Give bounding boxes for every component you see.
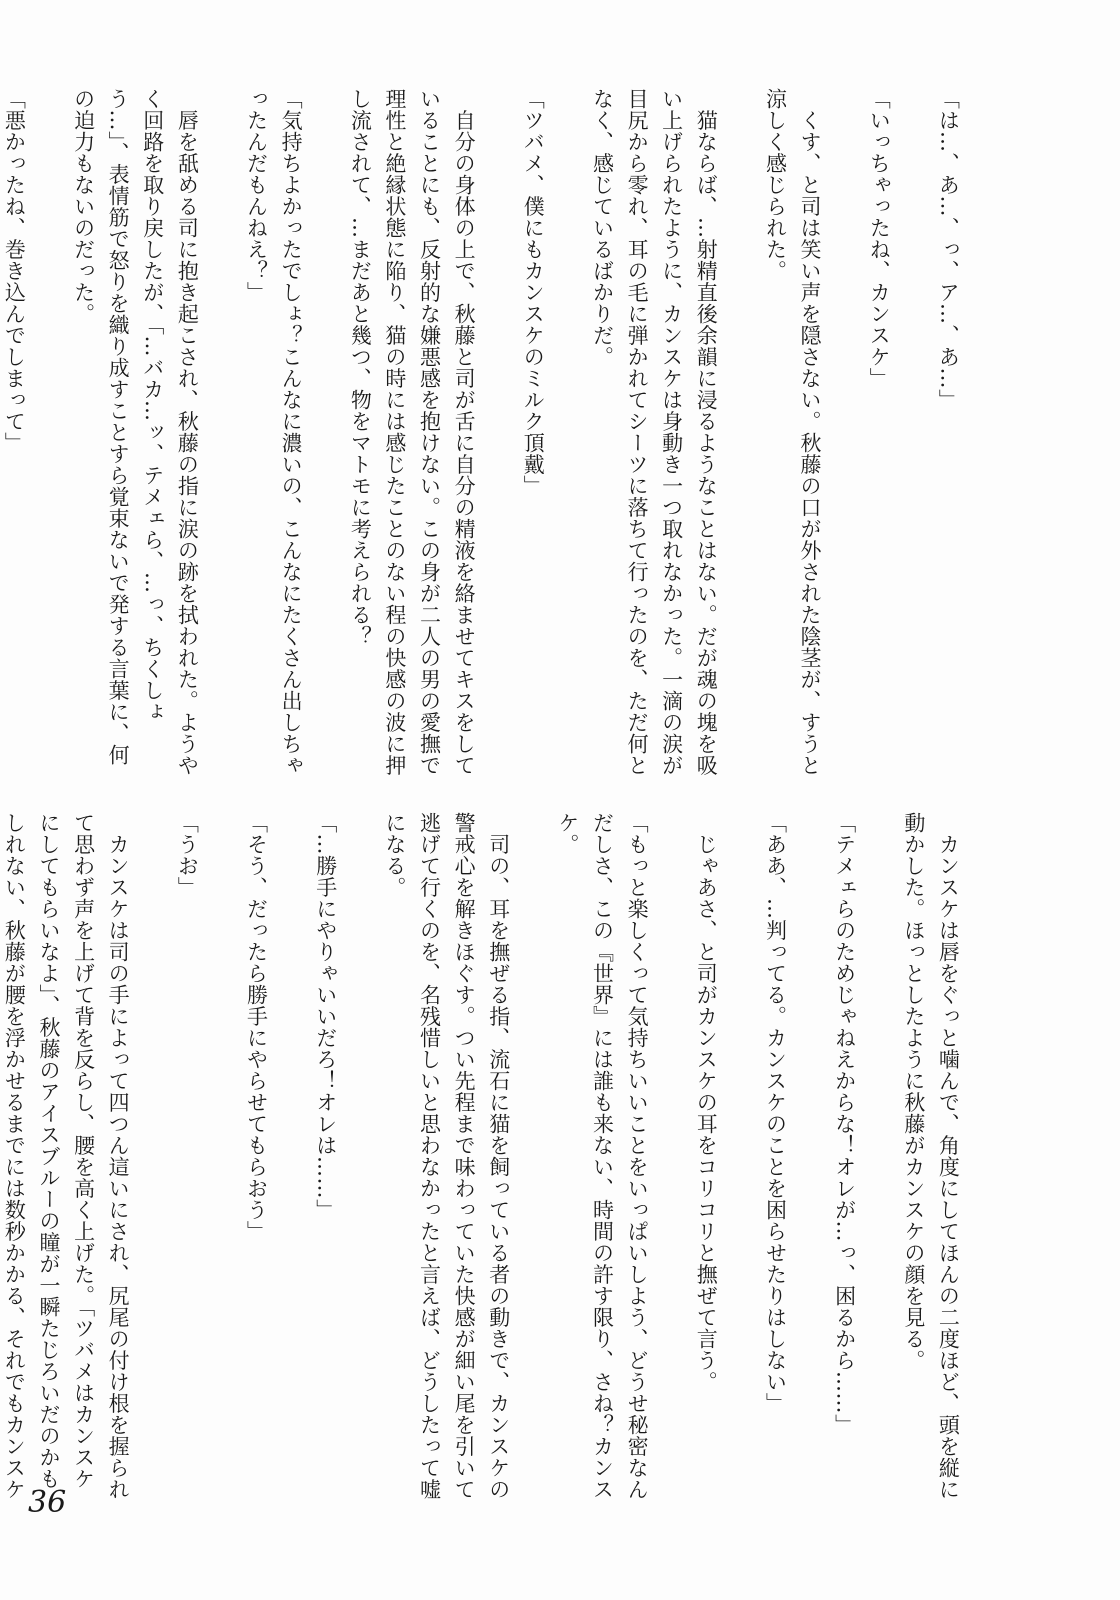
paragraph: 「ああ、…判ってる。カンスケのことを困らせたりはしない」 (763, 812, 788, 1414)
paragraph: カンスケは司の手によって四つん這いにされ、尻尾の付け根を握られて思わず声を上げて背を反らし、腰を高く上げた。「ツバメはカンスケにしてもらいなよ」、秋藤のアイスブルーの瞳が一瞬たじろいだのかもしれない、秋藤が腰を浮かせるまでには数秒かかる、それでもカンスケ (2, 812, 131, 1500)
paragraph: 猫ならば、…射精直後余韻に浸るようなことはない。だが魂の塊を吸い上げられたように、カンスケは身動き一つ取れなかった。一滴の涙が目尻から零れ、耳の毛に弾かれてシーツに落ちて行ったのを、ただ何となく、感じているばかりだ。 (590, 88, 719, 776)
paragraph: 自分の身体の上で、秋藤と司が舌に自分の精液を絡ませてキスをしていることにも、反射的な嫌悪感を抱けない。この身が二人の男の愛撫で理性と絶縁状態に陥り、猫の時には感じたことのない程の快感の波に押し流されて、…まだあと幾つ、物をマトモに考えられる？ (348, 88, 477, 776)
page-number: 36 (28, 1485, 67, 1520)
paragraph: くす、と司は笑い声を隠さない。秋藤の口が外された陰茎が、すうと涼しく感じられた。 (763, 88, 823, 776)
text-column-top (2, 88, 1000, 778)
paragraph: 「悪かったね、巻き込んでしまって」 (2, 88, 27, 454)
text-column-bottom (2, 812, 1000, 1502)
paragraph: 「いっちゃったね、カンスケ」 (867, 88, 892, 389)
paragraph: カンスケは唇をぐっと噛んで、角度にしてほんの二度ほど、頭を縦に動かした。ほっとしたように秋藤がカンスケの顔を見る。 (901, 812, 961, 1500)
paragraph: 「ツバメ、僕にもカンスケのミルク頂戴」 (521, 88, 546, 497)
paragraph: 「うお」 (175, 812, 200, 898)
paragraph: 「気持ちよかったでしょ？こんなに濃いの、こんなにたくさん出しちゃったんだもんねえ？」 (244, 88, 304, 776)
paragraph: 「は…、あ…、っ、ア…、あ…」 (936, 88, 961, 411)
paragraph: 「…勝手にやりゃいいだろ！オレは……」 (313, 812, 338, 1221)
paragraph: 唇を舐める司に抱き起こされ、秋藤の指に涙の跡を拭われた。ようやく回路を取り戻したが、「…バカ…ッ、テメェら、…っ、ちくしょう…」、表情筋で怒りを織り成すことすら覚束ないで発する言葉に、何の迫力もないのだった。 (71, 88, 200, 776)
paragraph: 「テメェらのためじゃねえからな！オレが…っ、困るから……」 (832, 812, 857, 1436)
paragraph: 「もっと楽しくって気持ちいいことをいっぱいしよう、どうせ秘密なんだしさ、この『世界』には誰も来ない、時間の許す限り、さね？カンスケ。 (555, 812, 650, 1500)
paragraph: じゃあさ、と司がカンスケの耳をコリコリと撫ぜて言う。 (694, 812, 719, 1393)
paragraph: 司の、耳を撫ぜる指、流石に猫を飼っている者の動きで、カンスケの警戒心を解きほぐす。つい先程まで味わっていた快感が細い尾を引いて逃げて行くのを、名残惜しいと思わなかったと言えば、どうしたって嘘になる。 (382, 812, 511, 1500)
paragraph: 「そう、だったら勝手にやらせてもらおう」 (244, 812, 269, 1242)
